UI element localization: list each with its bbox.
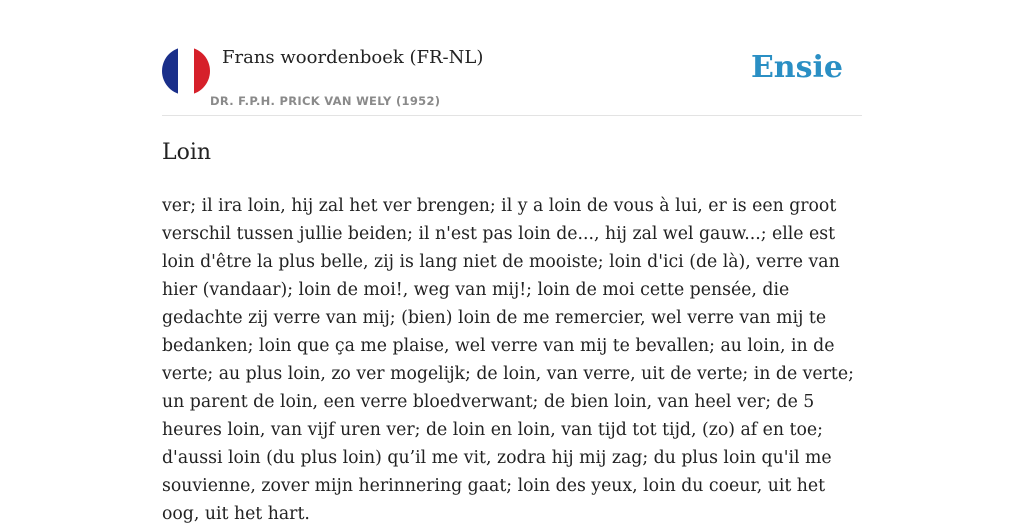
page-container xyxy=(162,0,862,524)
dictionary-header xyxy=(162,0,862,116)
dictionary-author: DR. F.P.H. PRICK VAN WELY (1952) xyxy=(210,94,441,108)
french-flag-icon[interactable] xyxy=(162,47,210,95)
entry-word-title: Loin xyxy=(162,140,212,165)
brand-logo-link[interactable]: Ensie xyxy=(750,50,843,85)
entry-definition: ver; il ira loin, hij zal het ver brengen; il y a loin de vous à lui, er is een groot verschil tussen jullie beiden; il n'est pas loin de..., hij zal wel gauw...; elle est loin d'être la plus belle, zij is lang niet de mooiste; loin d'ici (de là), verre van hier (vandaar); loin de moi!, weg van mij!; loin de moi cette pensée, die gedachte zij verre van mij; (bien) loin de me remercier, wel verre van mij te bedanken; loin que ça me plaise, wel verre van mij te bevallen; au loin, in de verte; au plus loin, zo ver mogelijk; de loin, van verre, uit de verte; in de verte; un parent de loin, een verre bloedverwant; de bien loin, van heel ver; de 5 heures loin, van vijf uren ver; de loin en loin, van tijd tot tijd, (zo) af en toe; d'aussi loin (du plus loin) qu’il me vit, zodra hij mij zag; du plus loin qu'il me souvienne, zover mijn herinnering gaat; loin des yeux, loin du coeur, uit het oog, uit het hart. xyxy=(162,196,854,524)
flag-stripe-white xyxy=(178,47,194,95)
flag-stripe-red xyxy=(194,47,210,95)
dictionary-title-link[interactable]: Frans woordenboek (FR-NL) xyxy=(222,47,484,68)
flag-stripe-blue xyxy=(162,47,178,95)
